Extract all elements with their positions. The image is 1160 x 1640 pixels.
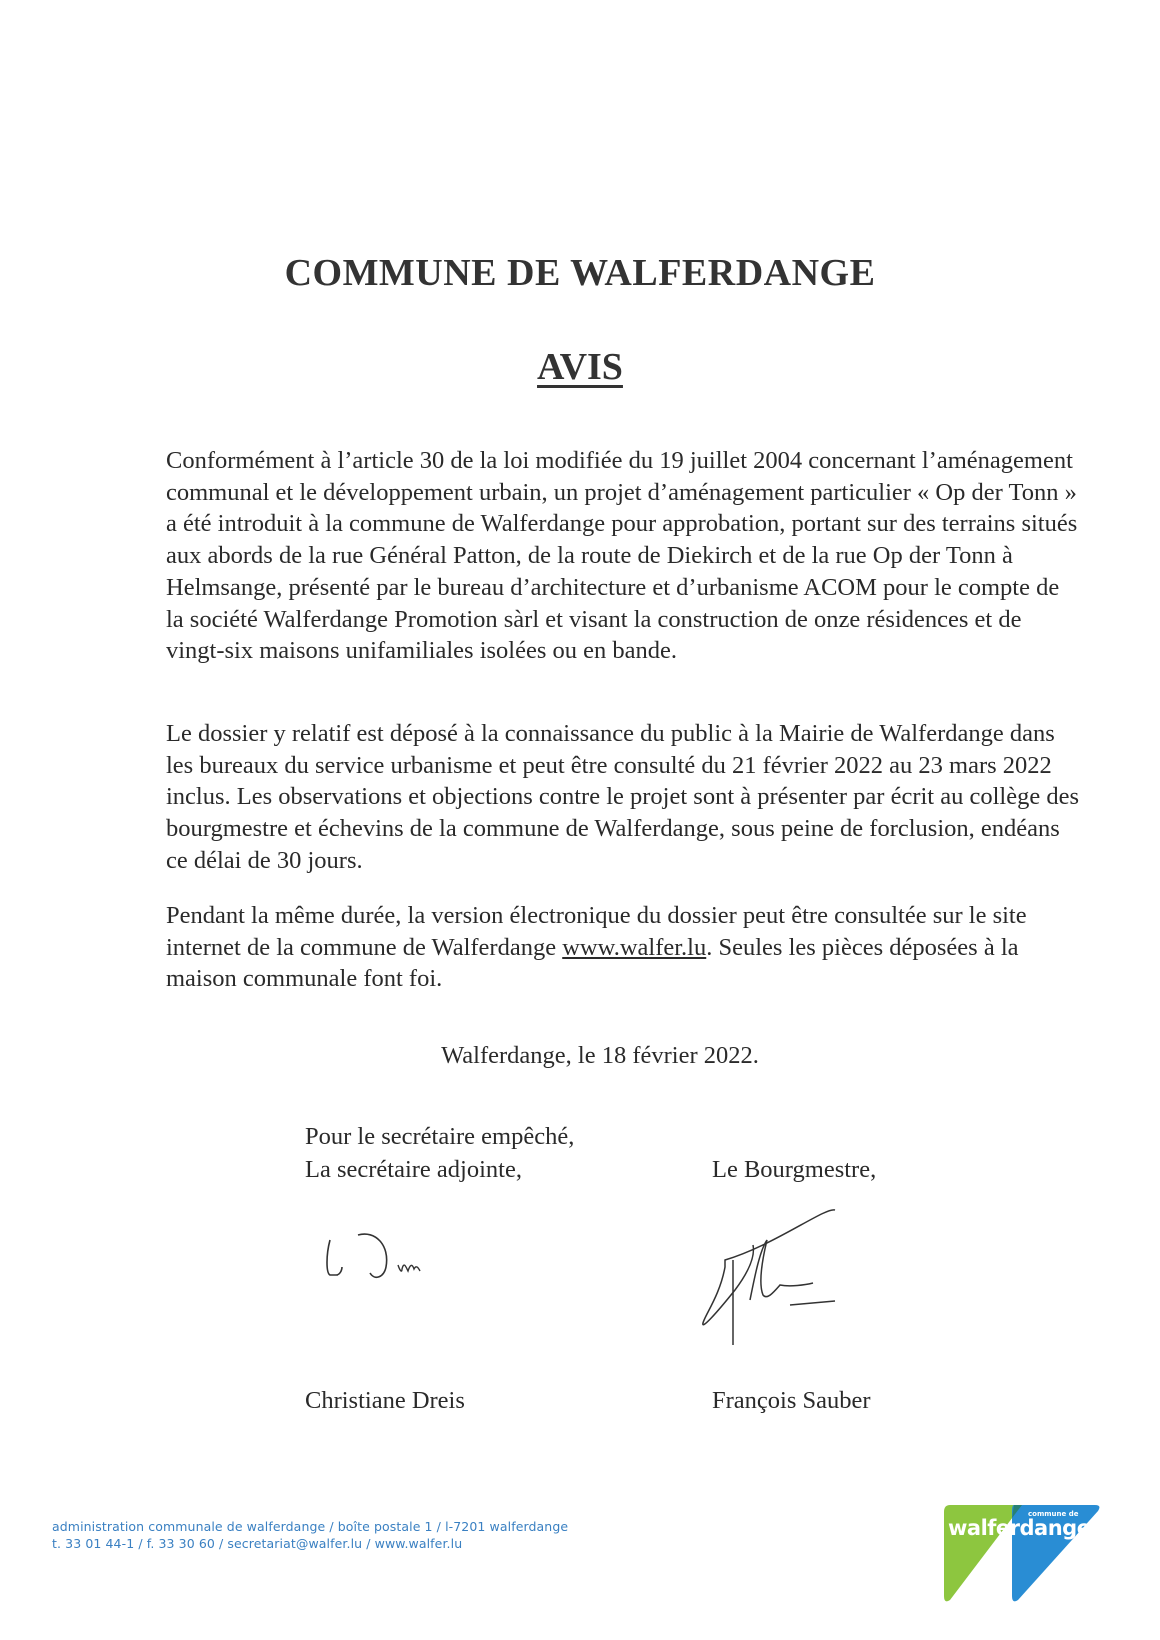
left-signatory-block [305, 1120, 574, 1186]
paragraph-online-version [166, 900, 1081, 995]
footer-contact-details: t. 33 01 44-1 / f. 33 30 60 / secretariat@walfer.lu / www.walfer.lu [52, 1536, 463, 1551]
footer-contact [52, 1518, 568, 1552]
website-link[interactable]: www.walfer.lu [562, 933, 707, 961]
date-line: Walferdange, le 18 février 2022. [441, 1042, 759, 1069]
signatory-role: Le Bourgmestre, [712, 1156, 877, 1183]
notice-heading-text: AVIS [537, 346, 623, 388]
logo-small-text: commune de [1028, 1510, 1079, 1518]
paragraph-text: Pendant la même durée, la version électronique du dossier peut être consultée sur le site internet de la commune de Walferdange [166, 902, 1027, 961]
signatory-name-right: François Sauber [712, 1387, 871, 1414]
right-signatory-block [712, 1153, 876, 1186]
walferdange-logo-icon [940, 1500, 1110, 1605]
notice-heading [0, 344, 1160, 390]
signatory-title-line2: La secrétaire adjointe, [305, 1156, 522, 1183]
paragraph-consultation-period: Le dossier y relatif est déposé à la connaissance du public à la Mairie de Walferdange dans les bureaux du service urbanisme et peut être consulté du 21 février 2022 au 23 mars 2022 inclus. Les observations et objections contre le projet sont à présenter par écrit au collège des bourgmestre et échevins de la commune de Walferdange, sous peine de forclusion, endéans ce délai de 30 jours. [166, 720, 1079, 874]
signature-left-icon [320, 1225, 480, 1295]
paragraph-project-description: Conformément à l’article 30 de la loi modifiée du 19 juillet 2004 concernant l’aménagement communal et le développement urbain, un projet d’aménagement particulier « Op der Tonn » a été introduit à la commune de Walferdange pour approbation, portant sur des terrains situés aux abords de la rue Général Patton, de la route de Diekirch et de la rue Op der Tonn à Helmsange, présenté par le bureau d’architecture et d’urbanisme ACOM pour le compte de la société Walferdange Promotion sàrl et visant la construction de onze résidences et de vingt-six maisons unifamiliales isolées ou en bande. [166, 447, 1078, 665]
logo-wordmark: walferdange [948, 1516, 1091, 1540]
signatory-name-left: Christiane Dreis [305, 1387, 465, 1414]
page-title: COMMUNE DE WALFERDANGE [284, 252, 876, 294]
signatory-title-line1: Pour le secrétaire empêché, [305, 1123, 575, 1150]
signature-right-icon [695, 1205, 865, 1350]
paragraph-text: . Seules les pièces déposées à la maison communale font foi. [166, 933, 1019, 993]
footer-address: administration communale de walferdange / boîte postale 1 / l-7201 walferdange [52, 1519, 569, 1534]
